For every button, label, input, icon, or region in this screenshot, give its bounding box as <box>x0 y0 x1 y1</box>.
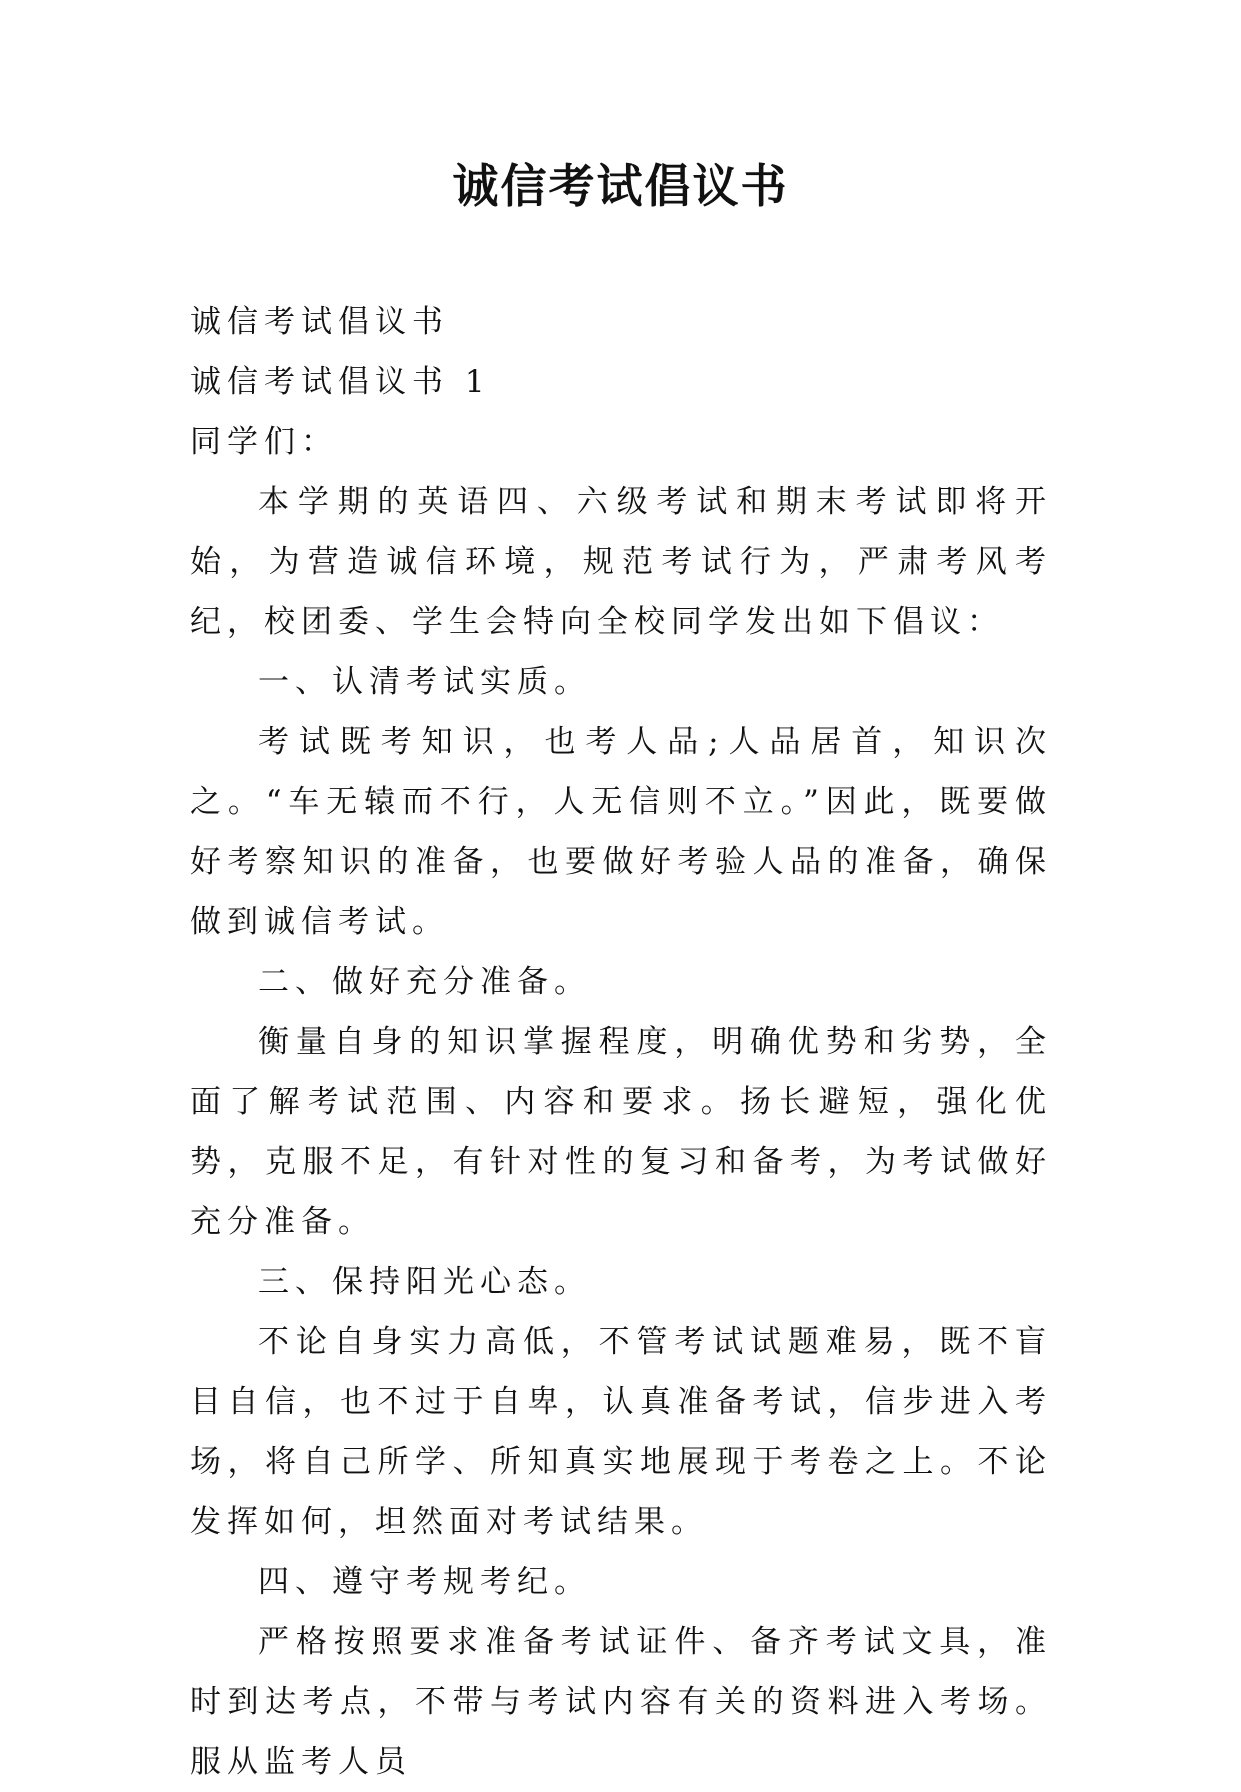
salutation: 同学们： <box>190 424 338 460</box>
paragraph-point-4: 严格按照要求准备考试证件、备齐考试文具，准时到达考点，不带与考试内容有关的资料进入考场。服从监考人员 <box>190 1624 1052 1780</box>
paragraph-point-1: 考试既考知识，也考人品;人品居首，知识次之。“车无辕而不行，人无信则不立。”因此，既要做好考察知识的准备，也要做好考验人品的准备，确保做到诚信考试。 <box>190 724 1052 940</box>
section-heading: 诚信考试倡议书 1 <box>190 364 491 400</box>
paragraph-point-2: 衡量自身的知识掌握程度，明确优势和劣势，全面了解考试范围、内容和要求。扬长避短，强化优势，克服不足，有针对性的复习和备考，为考试做好充分准备。 <box>190 1024 1052 1240</box>
document-title: 诚信考试倡议书 <box>452 159 789 213</box>
heading-point-2: 二、做好充分准备。 <box>258 964 591 1000</box>
paragraph-intro: 本学期的英语四、六级考试和期末考试即将开始，为营造诚信环境，规范考试行为，严肃考风考纪，校团委、学生会特向全校同学发出如下倡议： <box>190 484 1052 640</box>
heading-point-4: 四、遵守考规考纪。 <box>258 1564 591 1600</box>
heading-point-1: 一、认清考试实质。 <box>258 664 591 700</box>
heading-point-3: 三、保持阳光心态。 <box>258 1264 591 1300</box>
document-subtitle: 诚信考试倡议书 <box>190 304 449 340</box>
paragraph-point-3: 不论自身实力高低，不管考试试题难易，既不盲目自信，也不过于自卑，认真准备考试，信步进入考场，将自己所学、所知真实地展现于考卷之上。不论发挥如何，坦然面对考试结果。 <box>190 1324 1052 1540</box>
document-body <box>190 292 1052 1792</box>
